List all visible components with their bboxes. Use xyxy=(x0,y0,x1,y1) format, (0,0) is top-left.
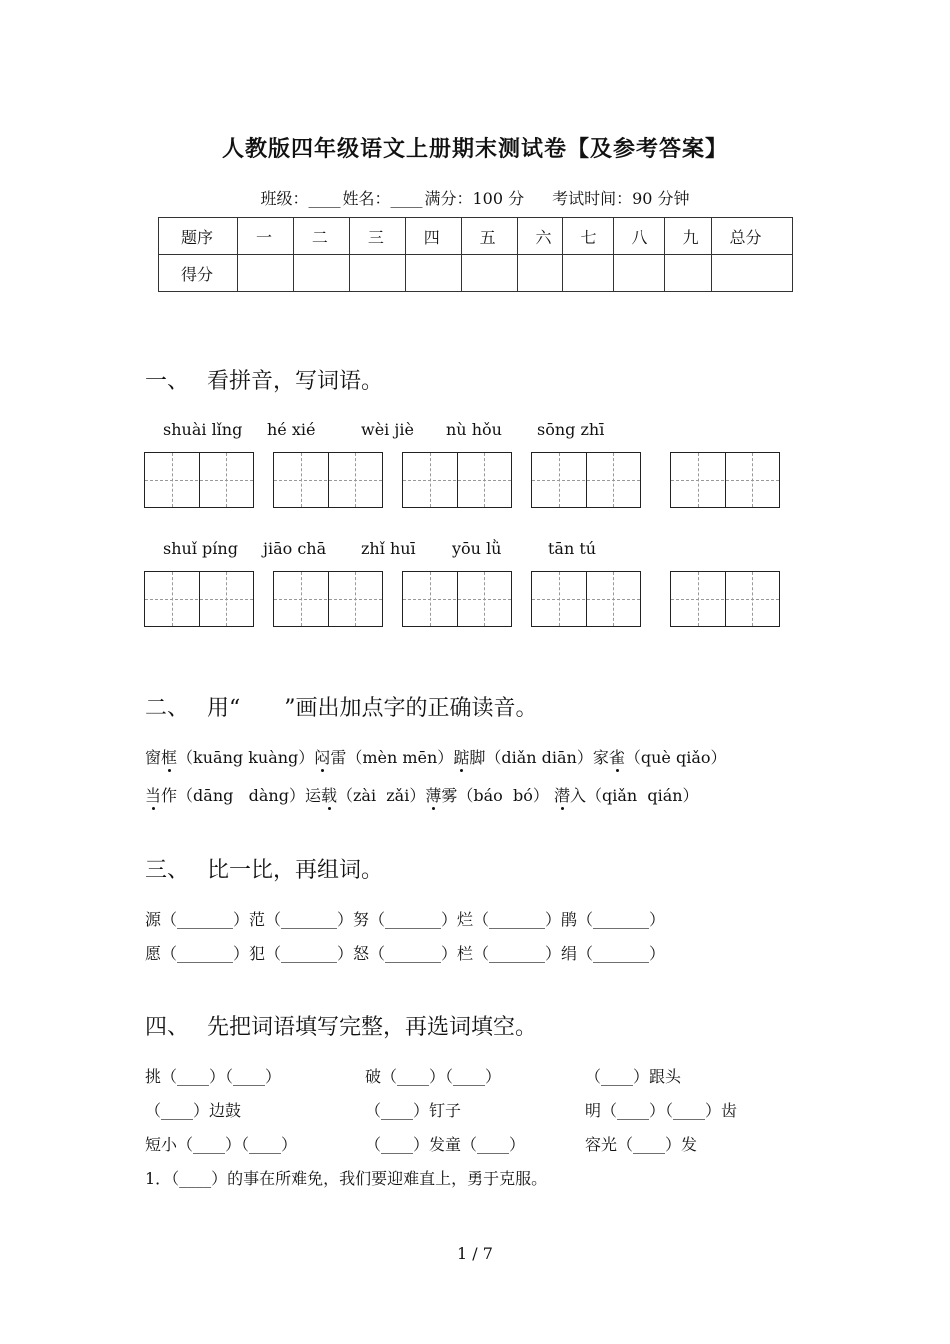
header-cell: 八 xyxy=(613,218,664,255)
score-cell[interactable] xyxy=(517,255,562,292)
score-table-score-row xyxy=(159,255,793,292)
score-cell[interactable] xyxy=(349,255,405,292)
name-field: 姓名：____ xyxy=(342,189,423,208)
writing-grid[interactable] xyxy=(144,452,254,508)
writing-grid[interactable] xyxy=(670,452,780,508)
writing-grid[interactable] xyxy=(273,452,383,508)
reading-line-2 xyxy=(145,783,699,806)
exam-info xyxy=(0,186,950,209)
idiom-item: 短小（____）（____） xyxy=(145,1135,298,1154)
word-item: 踮脚（diǎn diān） xyxy=(453,748,593,767)
score-table-header-row xyxy=(159,218,793,255)
header-cell: 九 xyxy=(664,218,711,255)
section-4-heading xyxy=(145,1010,537,1041)
idiom-item: 挑（____）（____） xyxy=(145,1067,282,1086)
writing-grid[interactable] xyxy=(402,571,512,627)
idiom-item: （____）跟头 xyxy=(585,1067,682,1086)
word-item: 闷雷（mèn mēn） xyxy=(314,748,454,767)
idiom-item: （____）边鼓 xyxy=(145,1101,242,1120)
section-number: 二、 xyxy=(145,696,190,721)
idiom-item: （____）钉子 xyxy=(365,1101,462,1120)
writing-grid[interactable] xyxy=(144,571,254,627)
section-title: 用“ ”画出加点字的正确读音。 xyxy=(207,696,538,721)
word-item: 运载（zài zǎi） xyxy=(304,786,426,805)
row-label: 得分 xyxy=(159,255,238,292)
score-table xyxy=(158,217,793,292)
pinyin-label: shuǐ píng xyxy=(163,539,238,558)
full-score: 满分：100 分 xyxy=(424,189,525,208)
score-cell[interactable] xyxy=(238,255,294,292)
section-title: 比一比，再组词。 xyxy=(207,858,384,883)
class-field: 班级：____ xyxy=(260,189,341,208)
section-3-heading xyxy=(145,853,383,884)
header-cell: 总分 xyxy=(711,218,792,255)
section-title: 看拼音，写词语。 xyxy=(207,369,384,394)
writing-grid[interactable] xyxy=(531,452,641,508)
word-compare-line-1: 源（_______）范（_______）努（_______）烂（_______）鹃（_______） xyxy=(145,910,666,929)
writing-grid[interactable] xyxy=(273,571,383,627)
section-number: 三、 xyxy=(145,858,190,883)
pinyin-label: shuài lǐng xyxy=(163,420,243,439)
idiom-item: 破（____）（____） xyxy=(365,1067,502,1086)
pinyin-label: hé xié xyxy=(267,420,316,439)
pinyin-label: sōng zhī xyxy=(537,420,605,439)
header-cell: 五 xyxy=(461,218,517,255)
score-cell[interactable] xyxy=(461,255,517,292)
header-cell: 题序 xyxy=(159,218,238,255)
exam-time: 考试时间：90 分钟 xyxy=(552,189,690,208)
word-item: 当作（dāng dàng） xyxy=(145,786,305,805)
word-item: 窗框（kuāng kuàng） xyxy=(145,748,315,767)
word-item: 潜入（qiǎn qián） xyxy=(553,786,699,805)
score-cell[interactable] xyxy=(562,255,613,292)
section-number: 一、 xyxy=(145,369,190,394)
header-cell: 三 xyxy=(349,218,405,255)
word-item: 薄雾（báo bó） xyxy=(425,786,549,805)
document-title: 人教版四年级语文上册期末测试卷【及参考答案】 xyxy=(221,136,728,162)
pinyin-label: tān tú xyxy=(548,539,597,558)
section-1-heading xyxy=(145,364,383,395)
score-cell[interactable] xyxy=(711,255,792,292)
pinyin-label: wèi jiè xyxy=(361,420,414,439)
page-number: 1 / 7 xyxy=(457,1244,493,1263)
header-cell: 四 xyxy=(405,218,461,255)
idiom-item: （____）发童（____） xyxy=(365,1135,526,1154)
score-cell[interactable] xyxy=(293,255,349,292)
writing-grid[interactable] xyxy=(531,571,641,627)
writing-grid[interactable] xyxy=(670,571,780,627)
score-cell[interactable] xyxy=(613,255,664,292)
header-cell: 七 xyxy=(562,218,613,255)
pinyin-label: zhǐ huī xyxy=(361,539,416,558)
writing-grid[interactable] xyxy=(402,452,512,508)
score-cell[interactable] xyxy=(664,255,711,292)
section-2-heading xyxy=(145,691,538,722)
section-number: 四、 xyxy=(145,1015,190,1040)
idiom-item: 明（____）（____）齿 xyxy=(585,1101,738,1120)
word-compare-line-2: 愿（_______）犯（_______）怒（_______）栏（_______）绢（_______） xyxy=(145,944,666,963)
header-cell: 一 xyxy=(238,218,294,255)
header-cell: 二 xyxy=(293,218,349,255)
section-title: 先把词语填写完整，再选词填空。 xyxy=(207,1015,538,1040)
score-cell[interactable] xyxy=(405,255,461,292)
pinyin-label: jiāo chā xyxy=(263,539,327,558)
header-cell: 六 xyxy=(517,218,562,255)
question-1: 1．（____）的事在所难免，我们要迎难直上，勇于克服。 xyxy=(145,1169,548,1188)
pinyin-label: yōu lǜ xyxy=(452,539,502,558)
idiom-item: 容光（____）发 xyxy=(585,1135,698,1154)
pinyin-label: nù hǒu xyxy=(446,420,502,439)
reading-line-1 xyxy=(145,745,727,768)
word-item: 家雀（què qiǎo） xyxy=(592,748,727,767)
